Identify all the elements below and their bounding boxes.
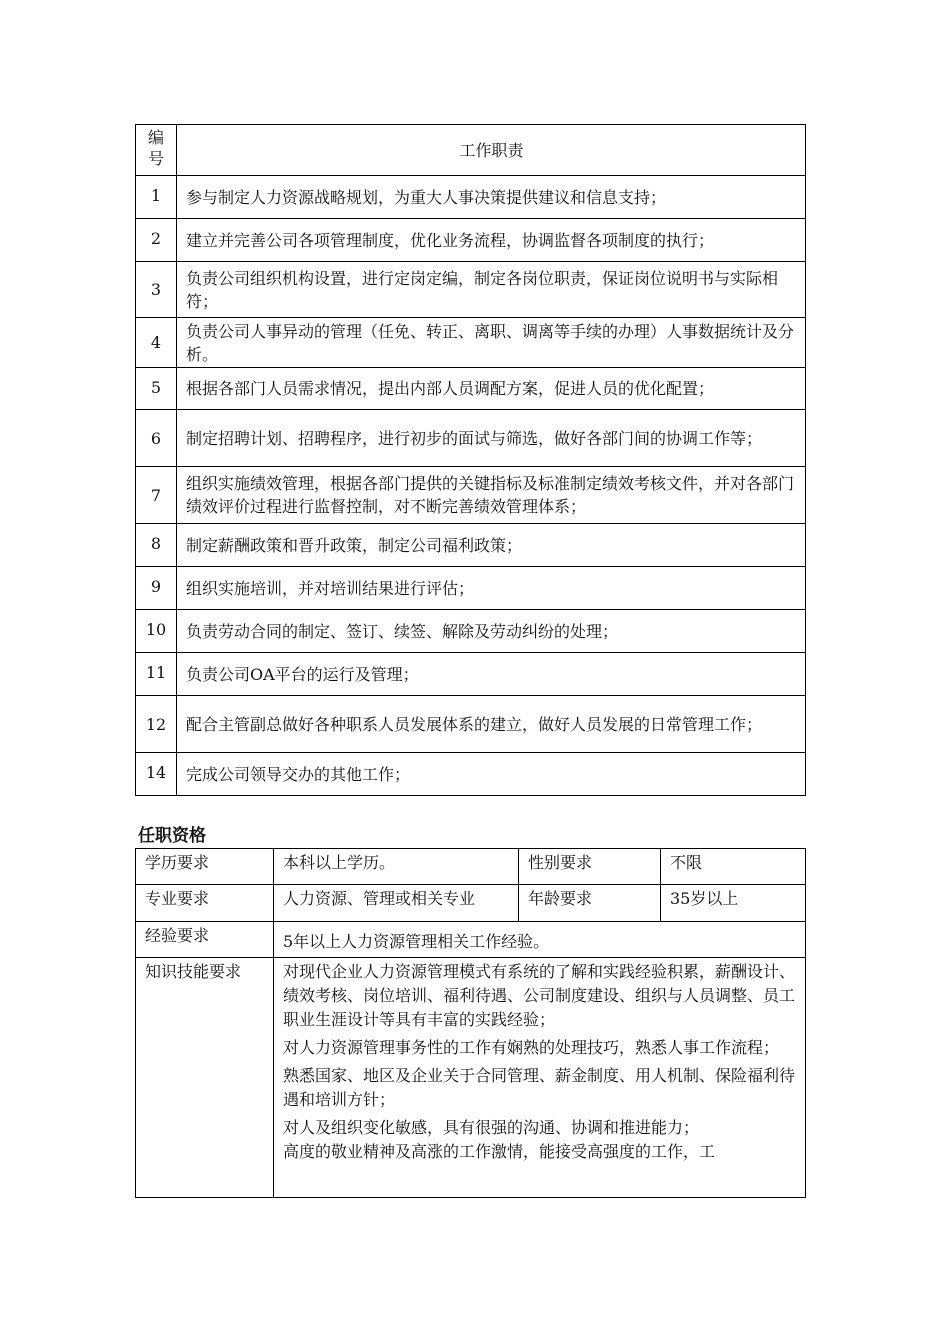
duty-text: 制定薪酬政策和晋升政策，制定公司福利政策； [177, 524, 806, 567]
duty-num: 12 [136, 696, 177, 753]
skill-item: 高度的敬业精神及高涨的工作激情，能接受高强度的工作，工 [283, 1142, 716, 1161]
duty-text: 制定招聘计划、招聘程序，进行初步的面试与筛选，做好各部门间的协调工作等； [177, 410, 806, 467]
experience-label: 经验要求 [136, 922, 274, 958]
age-value: 35岁以上 [661, 885, 806, 922]
duty-row [136, 610, 806, 653]
duties-header-row [136, 125, 806, 176]
duty-row [136, 467, 806, 524]
experience-value: 5年以上人力资源管理相关工作经验。 [274, 922, 806, 958]
duty-row [136, 410, 806, 467]
duty-row [136, 753, 806, 796]
duty-row [136, 567, 806, 610]
duty-num: 10 [136, 610, 177, 653]
duty-row [136, 653, 806, 696]
qual-row-education [136, 849, 806, 885]
duty-text: 参与制定人力资源战略规划，为重大人事决策提供建议和信息支持； [177, 176, 806, 219]
duty-row [136, 219, 806, 262]
duty-text: 组织实施绩效管理，根据各部门提供的关键指标及标准制定绩效考核文件，并对各部门绩效评价过程进行监督控制，对不断完善绩效管理体系； [177, 467, 806, 524]
duty-text: 负责劳动合同的制定、签订、续签、解除及劳动纠纷的处理； [177, 610, 806, 653]
duties-header-title: 工作职责 [177, 125, 806, 176]
skill-item: 熟悉国家、地区及企业关于合同管理、薪金制度、用人机制、保险福利待遇和培训方针； [283, 1066, 796, 1109]
duty-text: 负责公司OA平台的运行及管理； [177, 653, 806, 696]
gender-label: 性别要求 [519, 849, 661, 885]
duty-num: 2 [136, 219, 177, 262]
duty-row [136, 524, 806, 567]
skills-label: 知识技能要求 [136, 958, 274, 1198]
major-label: 专业要求 [136, 885, 274, 922]
education-label: 学历要求 [136, 849, 274, 885]
duty-row [136, 262, 806, 318]
skills-value [274, 958, 806, 1198]
duty-num: 9 [136, 567, 177, 610]
qualifications-title: 任职资格 [138, 826, 206, 846]
major-value: 人力资源、管理或相关专业 [274, 885, 519, 922]
qual-row-experience [136, 922, 806, 958]
duty-text: 根据各部门人员需求情况，提出内部人员调配方案，促进人员的优化配置； [177, 368, 806, 410]
duties-header-num [136, 125, 177, 176]
duty-num: 3 [136, 262, 177, 318]
duties-table [135, 124, 806, 796]
duty-text: 配合主管副总做好各种职系人员发展体系的建立，做好人员发展的日常管理工作； [177, 696, 806, 753]
duty-text: 负责公司组织机构设置，进行定岗定编，制定各岗位职责，保证岗位说明书与实际相符； [177, 262, 806, 318]
duty-text: 完成公司领导交办的其他工作； [177, 753, 806, 796]
duty-row [136, 696, 806, 753]
duty-row [136, 368, 806, 410]
qualifications-table [135, 848, 806, 1198]
duty-num: 8 [136, 524, 177, 567]
skill-item: 对人力资源管理事务性的工作有娴熟的处理技巧，熟悉人事工作流程； [283, 1038, 780, 1057]
qual-row-major [136, 885, 806, 922]
duty-num: 14 [136, 753, 177, 796]
duty-num: 4 [136, 318, 177, 368]
gender-value: 不限 [661, 849, 806, 885]
age-label: 年龄要求 [519, 885, 661, 922]
duty-text: 建立并完善公司各项管理制度，优化业务流程，协调监督各项制度的执行； [177, 219, 806, 262]
duty-num: 11 [136, 653, 177, 696]
duty-text: 负责公司人事异动的管理（任免、转正、离职、调离等手续的办理）人事数据统计及分析。 [177, 318, 806, 368]
duties-header-num-line1: 编 [147, 128, 164, 147]
duty-num: 1 [136, 176, 177, 219]
duties-header-num-line2: 号 [147, 149, 164, 168]
duty-text: 组织实施培训，并对培训结果进行评估； [177, 567, 806, 610]
duty-num: 6 [136, 410, 177, 467]
education-value: 本科以上学历。 [274, 849, 519, 885]
skill-item: 对现代企业人力资源管理模式有系统的了解和实践经验积累，薪酬设计、绩效考核、岗位培训、福利待遇、公司制度建设、组织与人员调整、员工职业生涯设计等具有丰富的实践经验； [283, 962, 796, 1029]
skill-item: 对人及组织变化敏感，具有很强的沟通、协调和推进能力； [283, 1118, 700, 1137]
duty-num: 5 [136, 368, 177, 410]
qual-row-skills [136, 958, 806, 1198]
duty-row [136, 176, 806, 219]
duty-row [136, 318, 806, 368]
duty-num: 7 [136, 467, 177, 524]
